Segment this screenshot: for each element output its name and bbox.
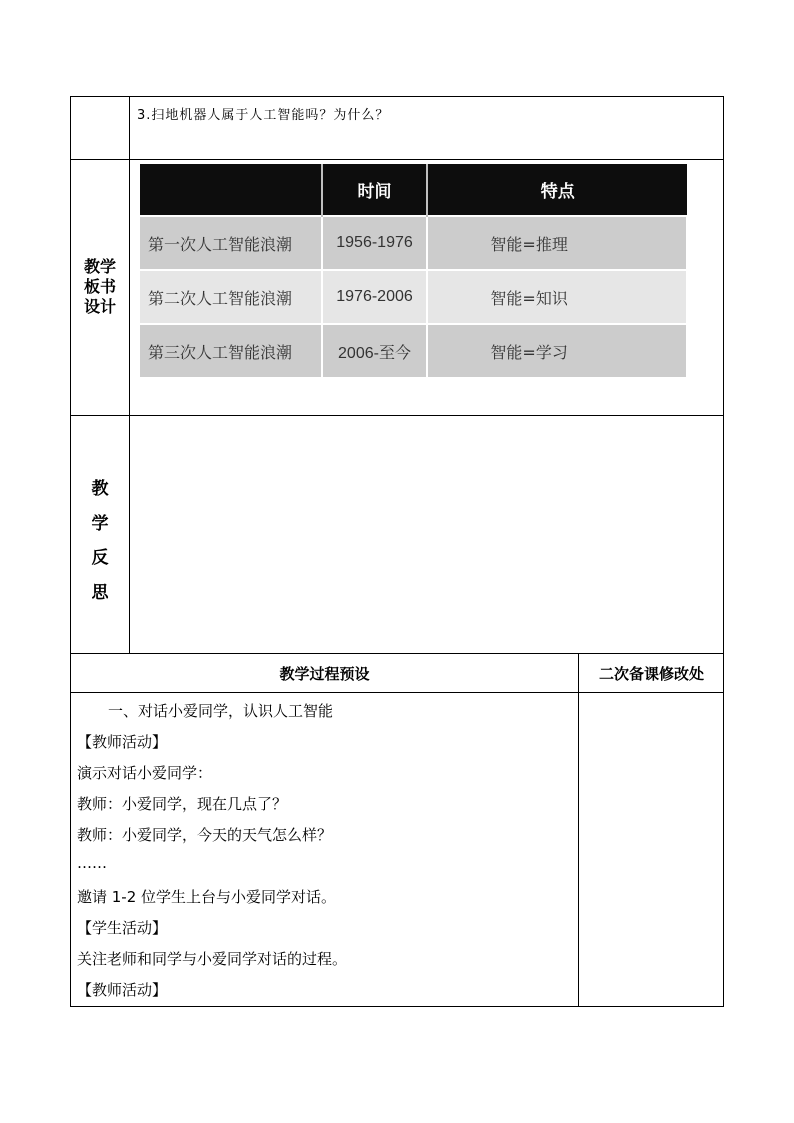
wave-name-cell: 第二次人工智能浪潮 bbox=[140, 270, 322, 324]
board-design-label bbox=[70, 257, 130, 317]
content-line: 教师：小爱同学，今天的天气怎么样？ bbox=[77, 826, 333, 844]
board-table-header-row bbox=[140, 164, 687, 216]
table-border-right bbox=[723, 96, 724, 1007]
feature-cell: 智能=学习 bbox=[427, 324, 687, 377]
feature-cell: 智能=知识 bbox=[427, 270, 687, 324]
reflection-label-char-4: 思 bbox=[91, 582, 109, 603]
board-table-header-feature: 特点 bbox=[427, 164, 687, 216]
reflection-label-char-1: 教 bbox=[91, 479, 109, 499]
table-row bbox=[140, 216, 687, 270]
board-table-header-empty bbox=[140, 164, 322, 216]
content-line: 教师：小爱同学，现在几点了？ bbox=[77, 795, 288, 813]
process-header: 教学过程预设 bbox=[279, 665, 370, 683]
student-activity-label: 【学生活动】 bbox=[77, 919, 168, 937]
period-cell: 2006-至今 bbox=[322, 324, 428, 377]
table-border-bottom bbox=[70, 1006, 724, 1007]
table-row bbox=[140, 270, 687, 324]
board-label-line-1: 教学 bbox=[83, 257, 116, 276]
row-divider-2 bbox=[70, 415, 724, 416]
wave-name-cell: 第三次人工智能浪潮 bbox=[140, 324, 322, 377]
reflection-label-char-2: 学 bbox=[91, 513, 109, 534]
section-heading: 一、对话小爱同学，认识人工智能 bbox=[108, 702, 334, 720]
reflection-label bbox=[70, 472, 130, 610]
table-row bbox=[140, 324, 687, 377]
board-label-line-2: 板书 bbox=[83, 277, 116, 296]
board-table-header-time: 时间 bbox=[322, 164, 428, 216]
row-divider-1 bbox=[70, 159, 724, 160]
table-border-top bbox=[70, 96, 724, 97]
teacher-activity-label: 【教师活动】 bbox=[77, 981, 168, 999]
content-line: 关注老师和同学与小爱同学对话的过程。 bbox=[77, 950, 348, 968]
row-divider-4 bbox=[70, 692, 724, 693]
period-cell: 1976-2006 bbox=[322, 270, 428, 324]
board-label-line-3: 设计 bbox=[83, 297, 116, 316]
teacher-activity-label: 【教师活动】 bbox=[77, 733, 168, 751]
revision-header: 二次备课修改处 bbox=[598, 665, 704, 683]
feature-cell: 智能=推理 bbox=[427, 216, 687, 270]
process-column-divider bbox=[578, 653, 579, 1007]
question-text: 3.扫地机器人属于人工智能吗？为什么？ bbox=[137, 108, 390, 123]
content-line: …… bbox=[77, 854, 107, 872]
wave-name-cell: 第一次人工智能浪潮 bbox=[140, 216, 322, 270]
board-design-table bbox=[140, 164, 688, 377]
row-divider-3 bbox=[70, 653, 724, 654]
content-line: 演示对话小爱同学： bbox=[77, 764, 213, 782]
reflection-label-char-3: 反 bbox=[91, 548, 109, 568]
content-line: 邀请 1-2 位学生上台与小爱同学对话。 bbox=[77, 888, 337, 906]
period-cell: 1956-1976 bbox=[322, 216, 428, 270]
